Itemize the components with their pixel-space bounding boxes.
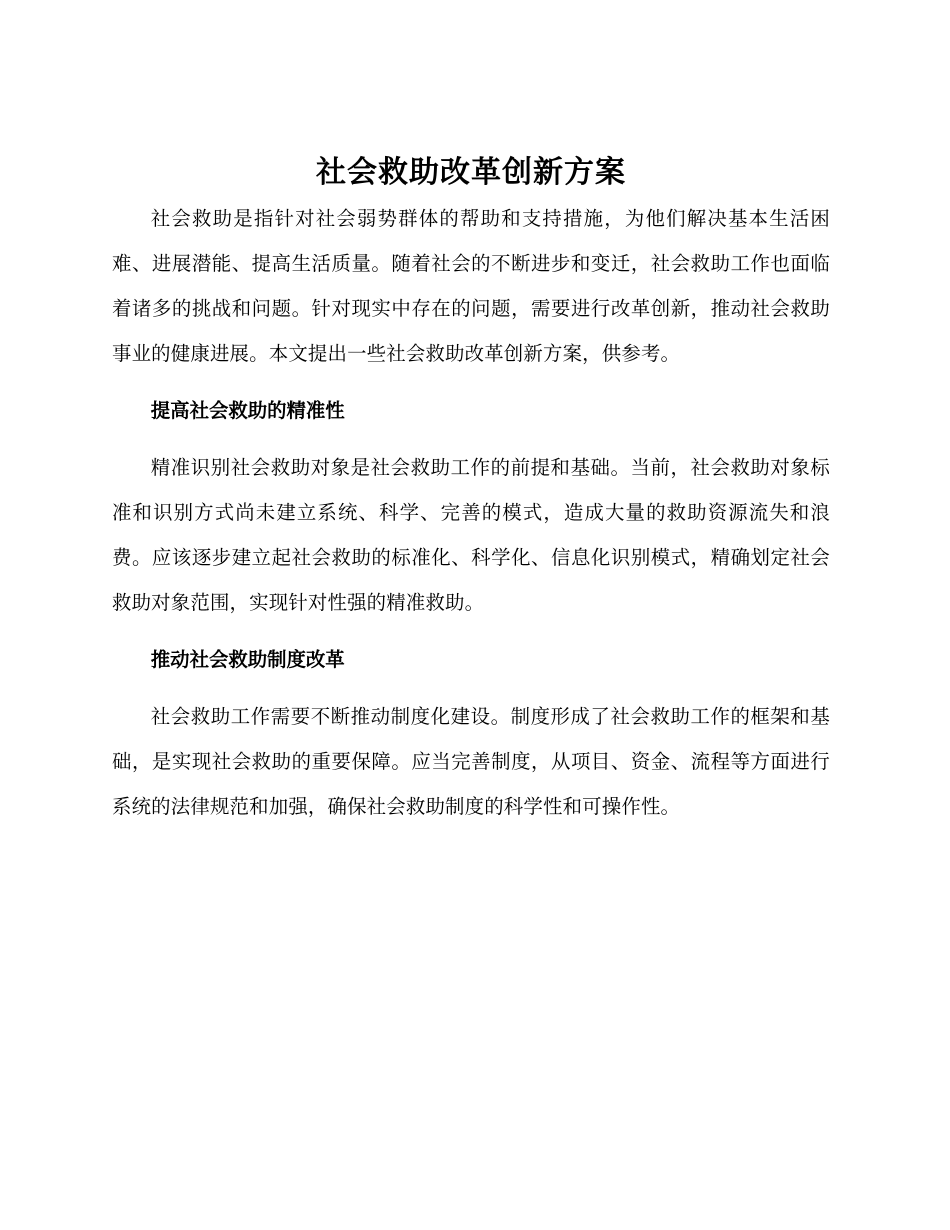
section-heading: 推动社会救助制度改革 (150, 648, 345, 671)
section-heading: 提高社会救助的精准性 (150, 399, 345, 422)
section-body: 精准识别社会救助对象是社会救助工作的前提和基础。当前，社会救助对象标准和识别方式尚未建立系统、科学、完善的模式，造成大量的救助资源流失和浪费。应该逐步建立起社会救助的标准化、科学化、信息化识别模式，精确划定社会救助对象范围，实现针对性强的精准救助。 (112, 456, 830, 614)
section-body: 社会救助工作需要不断推动制度化建设。制度形成了社会救助工作的框架和基础，是实现社会救助的重要保障。应当完善制度，从项目、资金、流程等方面进行系统的法律规范和加强，确保社会救助制度的科学性和可操作性。 (112, 705, 830, 818)
section-system-reform (112, 637, 830, 829)
document-page (112, 152, 830, 829)
intro-paragraph: 社会救助是指针对社会弱势群体的帮助和支持措施，为他们解决基本生活困难、进展潜能、提高生活质量。随着社会的不断进步和变迁，社会救助工作也面临着诸多的挑战和问题。针对现实中存在的问题，需要进行改革创新，推动社会救助事业的健康进展。本文提出一些社会救助改革创新方案，供参考。 (112, 207, 830, 365)
document-title: 社会救助改革创新方案 (316, 155, 626, 190)
section-precision (112, 388, 830, 625)
